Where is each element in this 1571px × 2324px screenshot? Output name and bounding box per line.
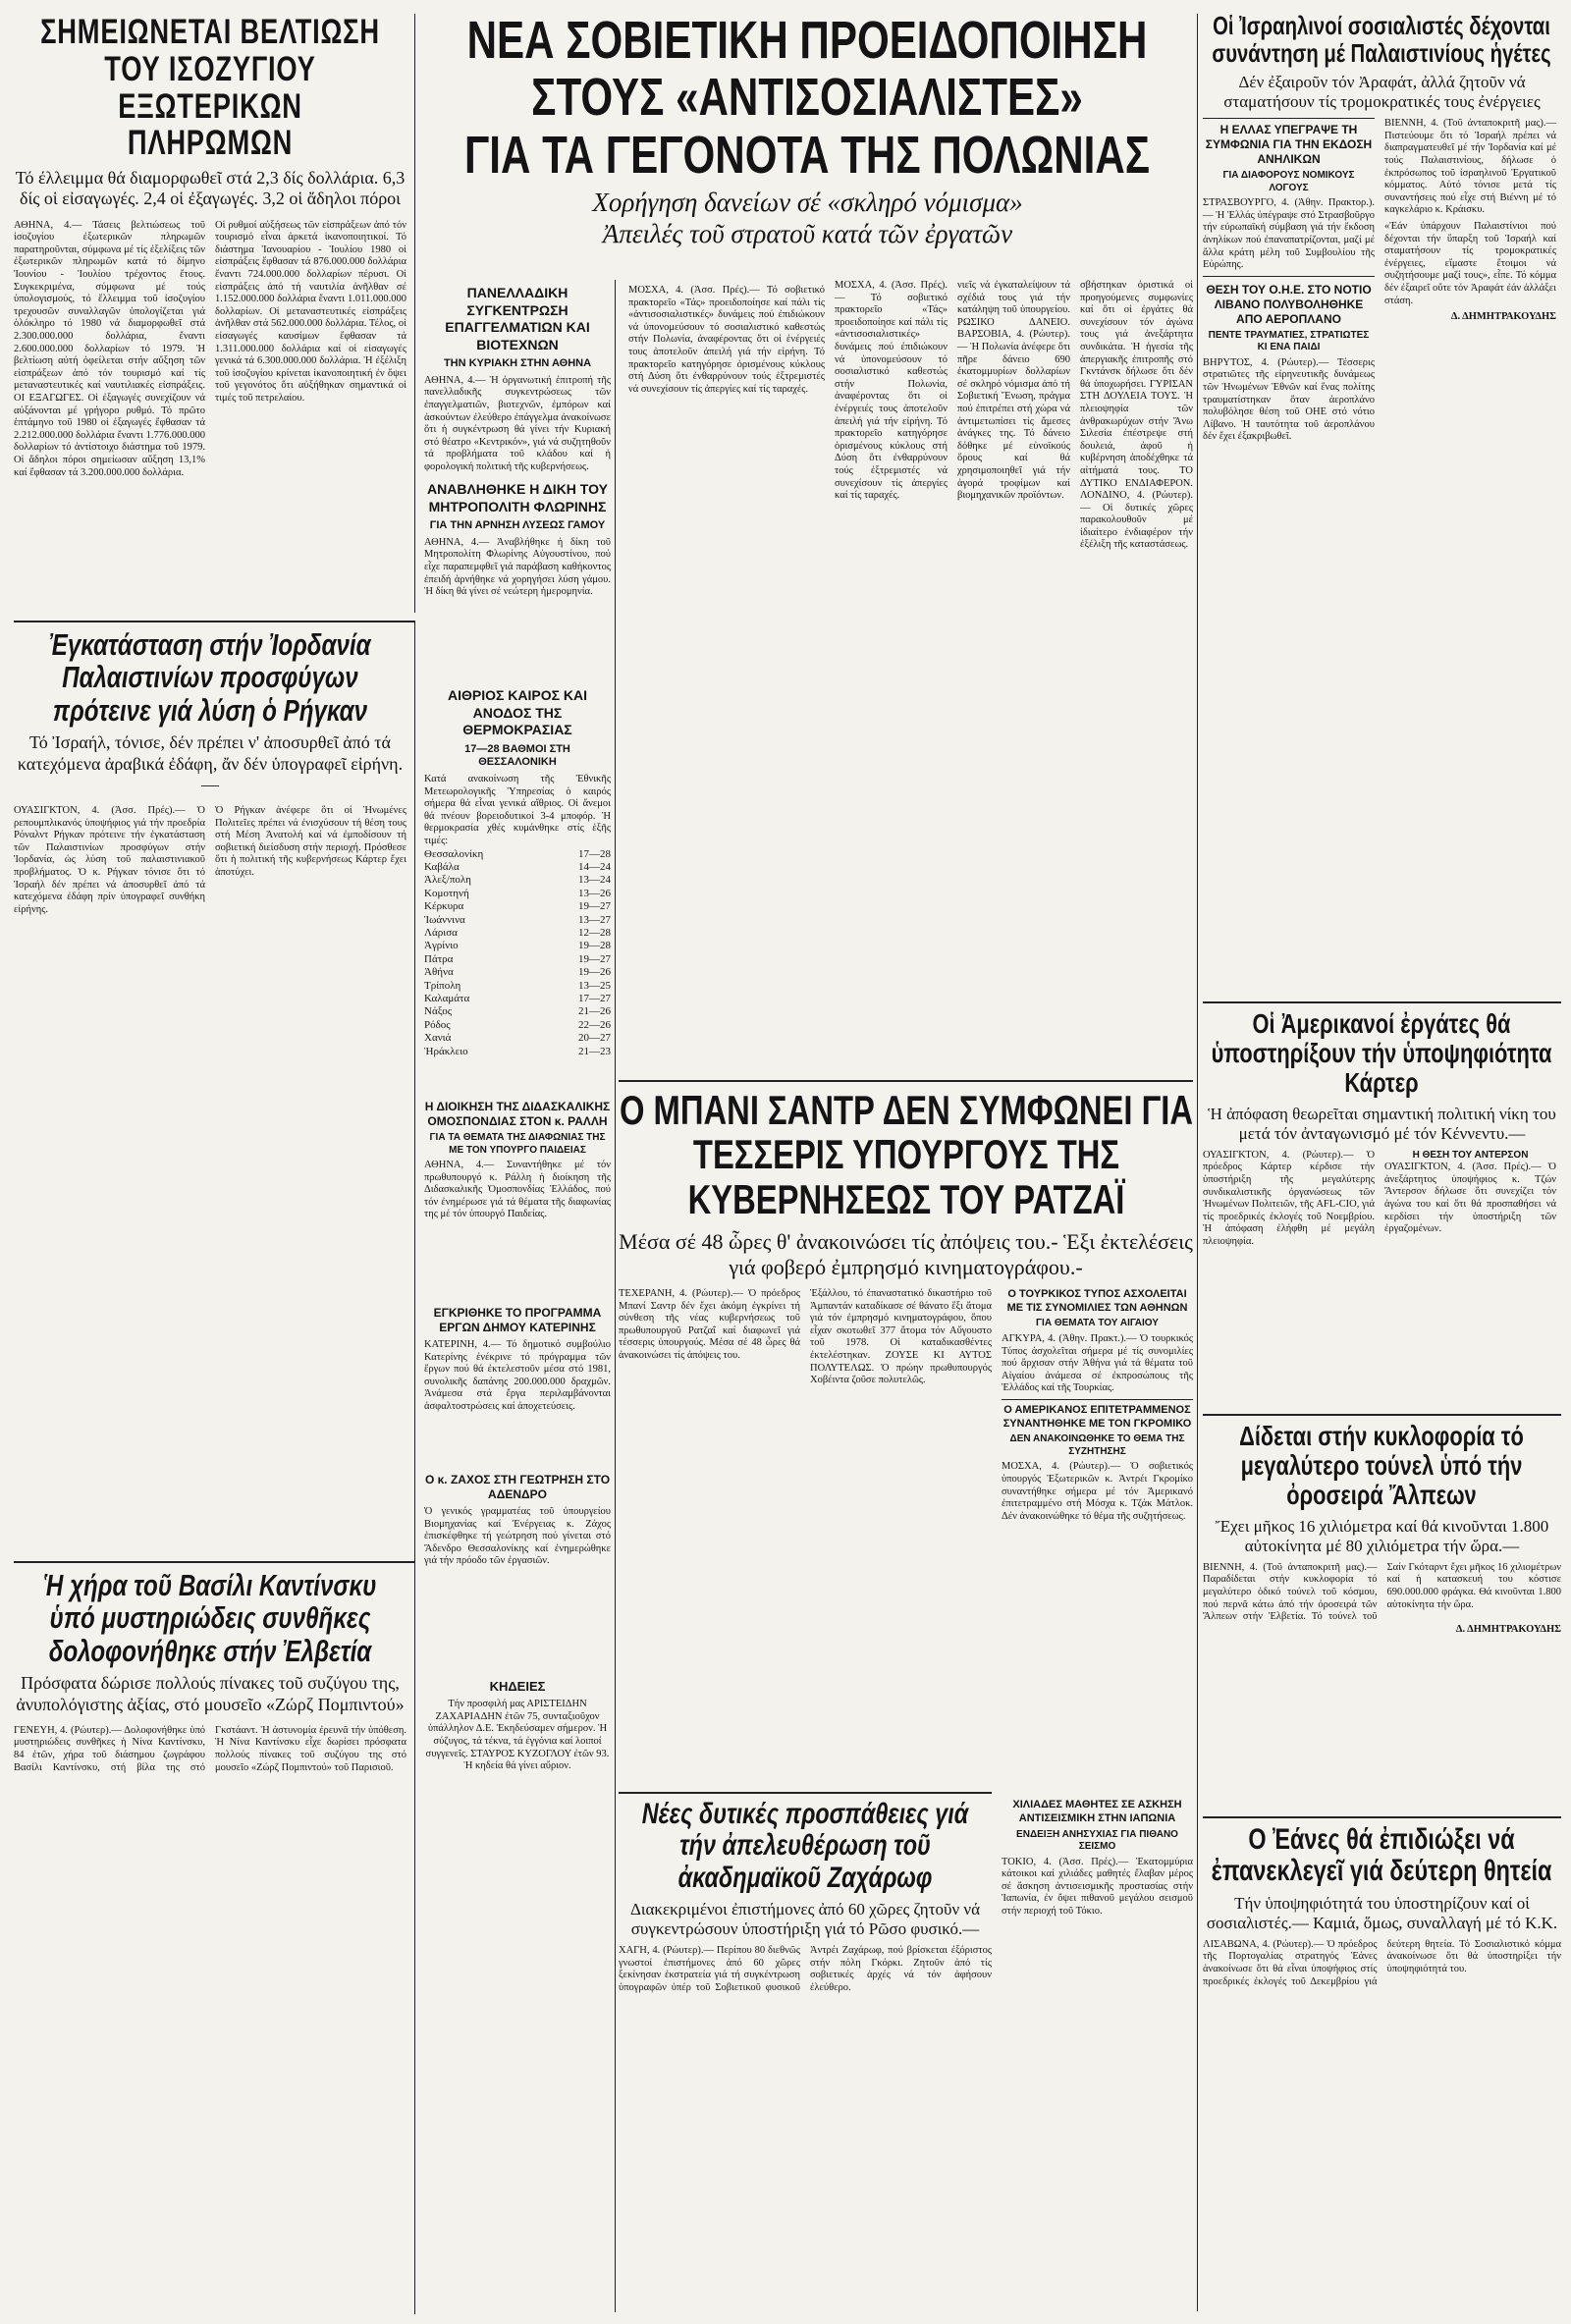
kandinsky-headline: Ἡ χήρα τοῦ Βασίλι Καντίνσκυ ὑπό μυστηριώδεις συνθῆκες δολοφονήθηκε στήν Ἐλβετία [43,1569,377,1668]
column-rule [414,621,415,2314]
section-rule [619,1080,1193,1082]
weather-title: ΑΙΘΡΙΟΣ ΚΑΙΡΟΣ ΚΑΙ ΑΝΟΔΟΣ ΤΗΣ ΘΕΡΜΟΚΡΑΣΙΑΣ [447,687,588,737]
box-katerini [424,1306,611,1463]
box-zachos-title: Ο κ. ΖΑΧΟΣ ΣΤΗ ΓΕΩΤΡΗΣΗ ΣΤΟ ΑΔΕΝΔΡΟ [424,1473,611,1501]
workers-sub: Η ΘΕΣΗ ΤΟΥ ΑΝΤΕΡΣΟΝ [1412,1149,1529,1161]
weather-city: Κέρκυρα [424,900,464,913]
weather-range: 22—26 [578,1018,611,1031]
weather-city: Κομοτηνή [424,887,469,899]
weather-range: 13—27 [578,913,611,926]
weather-city: Τρίπολη [424,979,461,992]
workers-body: ΟΥΑΣΙΓΚΤΟΝ, 4. (Ρώυτερ).— Ὁ πρόεδρος Κάρτερ κέρδισε τήν ὑποστήριξη τῆς μεγαλύτερης συνδικαλιστικῆς ὀργανώσεως τῶν Ἡνωμένων Πολιτειῶν, τῆς AFL-CIO, γιά τίς προεδρικές ἐκλογές τοῦ Νοεμβρίου. Ἡ ἀπόφαση ἐλήφθη μέ μεγάλη πλειοψηφία. [1203,1149,1375,1247]
weather-city: Ἀγρίνιο [424,940,459,952]
funeral-title: ΚΗΔΕΙΕΣ [489,1679,546,1694]
tunnel-article [1203,1422,1561,1814]
poland-headline-line-1: ΝΕΑ ΣΟΒΙΕΤΙΚΗ ΠΡΟΕΙΔΟΠΟΙΗΣΗ [466,12,1148,70]
tunnel-body: ΒΙΕΝΝΗ, 4. (Τοῦ ἀνταποκριτῆ μας).— Παραδίδεται στήν κυκλοφορία τό μεγαλύτερο ὁδικό τούνελ τοῦ κόσμου, πού περνᾶ κάτω ἀπό τήν ὀροσειρά τῶν Ἄλπεων στήν Ἐλβετία. Τό τούνελ τοῦ Σαίν Γκόταρντ ἔχει μῆκος 16 χιλιομέτρων καί ἡ κατασκευή του κόστισε 690.000.000 φράγκα. Θά κινοῦνται 1.800 αὐτοκίνητα τήν ὥρα. [1203,1561,1561,1623]
banisadr-headline: Ο ΜΠΑΝΙ ΣΑΝΤΡ ΔΕΝ ΣΥΜΦΩΝΕΙ ΓΙΑ ΤΕΣΣΕΡΙΣ ΥΠΟΥΡΓΟΥΣ ΤΗΣ ΚΥΒΕΡΝΗΣΕΩΣ ΤΟΥ ΡΑΤΖΑΪ [619,1088,1193,1222]
weather-city: Θεσσαλονίκη [424,847,484,860]
weather-city: Χανιά [424,1032,452,1045]
tunnel-deck: Ἔχει μῆκος 16 χιλιόμετρα καί θά κινοῦνται 1.800 αὐτοκίνητα μέ 80 χιλιόμετρα τήν ὥρα.— [1215,1516,1549,1555]
greece-box [1203,118,1375,277]
weather-sub: 17—28 ΒΑΘΜΟΙ ΣΤΗ ΘΕΣΣΑΛΟΝΙΚΗ [464,742,570,769]
section-rule [14,621,414,622]
kandinsky-deck: Πρόσφατα δώρισε πολλούς πίνακες τοῦ συζύγου της, ἀνυπολόγιστης ἀξίας, στό μουσεῖο «Ζώρζ Πομπιντού» [16,1673,405,1714]
weather-city: Ἡράκλειο [424,1045,468,1057]
box-meeting-sub: ΤΗΝ ΚΥΡΙΑΚΗ ΣΤΗΝ ΑΘΗΝΑ [443,357,592,369]
turkish-box [1002,1288,1193,1400]
weather-row [424,966,611,979]
weather-range: 19—26 [578,966,611,979]
weather-range: 14—24 [578,860,611,873]
weather-body: Κατά ανακοίνωση τῆς Ἐθνικῆς Μετεωρολογικῆς Ὑπηρεσίας ὁ καιρός σήμερα θά εἶναι γενικά αἴθριος. Οἱ ἄνεμοι θά πνέουν βορειοδυτικοί 3-4 μποφόρ. Ἡ θερμοκρασία χθές κυμάνθηκε στίς ἑξῆς τιμές: [424,774,611,846]
jordan-body-2: Ὁ Ρήγκαν ἀνέφερε ὅτι οἱ Ἡνωμένες Πολιτεῖες πρέπει νά ἐνισχύσουν τή θέση τους στή Μέση Ἀνατολή καί νά ἐμποδίσουν τή σοβιετική διείσδυση στήν περιοχή. Πρόσθεσε ὅτι ἡ πολιτική τῆς κυβερνήσεως Κάρτερ ἔχει ἀποτύχει. [215,805,406,879]
column-rule [414,14,415,613]
kandinsky-body: ΓΕΝΕΥΗ, 4. (Ρώυτερ).— Δολοφονήθηκε ὑπό μυστηριώδεις συνθῆκες ἡ Νίνα Καντίνσκυ, 84 ἐτῶν, χήρα τοῦ διάσημου ζωγράφου Βασίλι Καντίνσκυ, στή βίλα της στό Γκστάαντ. Ἡ ἀστυνομία ἐρευνᾶ τήν ὑπόθεση. Ἡ Νίνα Καντίνσκυ εἶχε δωρίσει πρόσφατα πολλούς πίνακες τοῦ συζύγου της στό μουσεῖο «Ζώρζ Πομπιντού» τοῦ Παρισιοῦ. [14,1724,406,1773]
weather-city: Καλαμάτα [424,993,470,1005]
turkish-box-body: ΑΓΚΥΡΑ, 4. (Ἀθην. Πρακτ.).— Ὁ τουρκικός Τύπος ἀσχολεῖται σήμερα μέ τίς συνομιλίες πού ἄρχισαν στήν Ἀθήνα γιά τά θέματα τοῦ Αἰγαίου ἀνάμεσα σέ ἐκπροσώπους τῆς Ἑλλάδος καί τῆς Τουρκίας. [1002,1332,1193,1394]
weather-city: Πάτρα [424,952,454,965]
weather-row [424,874,611,887]
balance-payments-body: ΑΘΗΝΑ, 4.— Τάσεις βελτιώσεως τοῦ ἰσοζυγίου ἐξωτερικῶν πληρωμῶν παρατηροῦνται, σύμφωνα μέ τίς ἐξελίξεις τῶν ἐξωτερικῶν πληρωμῶν κατά τό δίμηνο Ἰουνίου - Ἰουλίου τρέχοντος ἔτους. Συγκεκριμένα, σύμφωνα μέ τούς ὑπολογισμούς, τό ἔλλειμμα τοῦ ἰσοζυγίου τρεχουσῶν συναλλαγῶν ὑπολογίζεται γιά ὁλόκληρο τό 1980 νά διαμορφωθεῖ στά 2.300.000.000 δολλάρια, ἔναντι 2.600.000.000 δολλαρίων τό 1979. Ἡ βελτίωση αὐτή ὀφείλεται στήν αὔξηση τῶν εἰσπράξεων ἀπό τόν τουρισμό καί τίς μεταναστευτικές καί ναυτιλιακές εἰσπράξεις. ΟΙ ΕΞΑΓΩΓΕΣ. Οἱ ἐξαγωγές συνεχίζουν νά αὐξάνονται μέ γρήγορο ρυθμό. Τό πρῶτο ἑπτάμηνο τοῦ 1980 οἱ ἐξαγωγές ἔφθασαν τά 2.212.000.000 δολλάρια ἔναντι 1.776.000.000 δολλαρίων τό ἀντίστοιχο διάστημα τοῦ 1979. Οἱ ἄδηλοι πόροι σημείωσαν αὔξηση 13,1% καί ἔφθασαν τά 3.200.000.000 δολλάρια. [14,219,205,478]
poland-deck-1: Χορήγηση δανείων σέ «σκληρό νόμισμα» [592,187,1023,217]
eanes-body: ΛΙΣΑΒΩΝΑ, 4. (Ρώυτερ).— Ὁ πρόεδρος τῆς Πορτογαλίας στρατηγός Ἐάνες ἀνακοίνωσε ὅτι θά εἶναι ὑποψήφιος στίς προεδρικές ἐκλογές τοῦ Δεκεμβρίου γιά δεύτερη θητεία. Τό Σοσιαλιστικό κόμμα ἀνακοίνωσε ὅτι θά ὑποστηρίξει τήν ὑποψηφιότητά του. [1203,1938,1561,1987]
column-rule [1197,14,1198,2311]
poland-body-col-left [628,285,825,609]
section-rule [1203,1816,1561,1818]
workers-headline: Οἱ Ἀμερικανοί ἐργάτες θά ὑποστηρίξουν τήν ὑποψηφιότητα Κάρτερ [1211,1009,1552,1099]
greece-box-sub: ΓΙΑ ΔΙΑΦΟΡΟΥΣ ΝΟΜΙΚΟΥΣ ΛΟΓΟΥΣ [1222,170,1355,193]
israel-article [1203,12,1561,999]
sakharov-article [619,1799,992,2314]
japan-box-sub: ΕΝΔΕΙΞΗ ΑΝΗΣΥΧΙΑΣ ΓΙΑ ΠΙΘΑΝΟ ΣΕΙΣΜΟ [1016,1828,1178,1852]
workers-deck: Ἡ ἀπόφαση θεωρεῖται σημαντική πολιτική νίκη του μετά τόν ἀνταγωνισμό μέ τόν Κέννεντυ.— [1208,1104,1556,1143]
weather-row [424,1032,611,1045]
eanes-headline: Ο Ἐάνες θά ἐπιδιώξει νά ἐπανεκλεγεῖ γιά δεύτερη θητεία [1211,1824,1552,1888]
oae-box-sub: ΠΕΝΤΕ ΤΡΑΥΜΑΤΙΕΣ, ΣΤΡΑΤΙΩΤΕΣ ΚΙ ΕΝΑ ΠΑΙΔΙ [1208,329,1370,353]
box-katerini-body: ΚΑΤΕΡΙΝΗ, 4.— Τό δημοτικό συμβούλιο Κατερίνης ἐνέκρινε τό πρόγραμμα τῶν ἔργων πού θά ἐκτελεστοῦν μέσα στό 1981, συνολικῆς δαπάνης 200.000.000 δραχμῶν. Ἀνάμεσα στά ἔργα περιλαμβάνονται ἀσφαλτοστρώσεις καί ἀποχετεύσεις. [424,1339,611,1412]
weather-city: Ρόδος [424,1018,451,1031]
jordan-article [14,628,406,1556]
banisadr-body: ΤΕΧΕΡΑΝΗ, 4. (Ρώυτερ).— Ὁ πρόεδρος Μπανί Σαντρ δέν ἔχει ἀκόμη ἐγκρίνει τή σύνθεση τῆς νέας κυβερνήσεως τοῦ πρωθυπουργοῦ Ρατζαΐ καί διαφωνεῖ γιά τέσσερις ὑπουργούς. Μέσα σέ 48 ὧρες θά ἀνακοινώσει τίς ἀπόψεις του. [619,1287,800,1361]
jordan-body: ΟΥΑΣΙΓΚΤΟΝ, 4. (Ἀσσ. Πρές).— Ὁ ρεπουμπλικανός ὑποψήφιος γιά τήν προεδρία Ρόναλντ Ρήγκαν πρότεινε τήν ἐγκατάσταση τῶν Παλαιστινίων προσφύγων στήν Ἰορδανία, ὡς λύση τοῦ παλαιστινιακοῦ προβλήματος. Ὁ κ. Ρήγκαν τόνισε ὅτι τό Ἰσραήλ δέν πρέπει νά ἀποσυρθεῖ ἀπό τά κατεχόμενα ἐδάφη πρίν ὑπογραφεῖ συνθήκη εἰρήνης. [14,805,205,915]
oae-box [1203,277,1375,450]
weather-range: 20—27 [578,1032,611,1045]
box-rallis [424,1100,611,1296]
weather-range: 21—23 [578,1045,611,1057]
box-meeting-body: ΑΘΗΝΑ, 4.— Ἡ ὀργανωτική ἐπιτροπή τῆς πανελλαδικῆς συγκεντρώσεως τῶν ἐπαγγελματιῶν, βιοτεχνῶν, ἐμπόρων καί ἀσκούντων ἐλεύθερο ἐπάγγελμα ἀνακοίνωσε ὅτι ἡ συγκέντρωση θά γίνει τήν Κυριακή στό θέατρο «Κεντρικόν», γιά νά συζητηθοῦν τά προβλήματα τοῦ κλάδου καί ἡ φορολογική πολιτική τῆς κυβερνήσεως. [424,374,611,471]
oae-box-title: ΘΕΣΗ ΤΟΥ Ο.Η.Ε. ΣΤΟ ΝΟΤΙΟ ΛΙΒΑΝΟ ΠΟΛΥΒΟΛΗΘΗΚΕ ΑΠΟ ΑΕΡΟΠΛΑΝΟ [1206,282,1372,326]
weather-range: 12—28 [578,927,611,939]
weather-row [424,1005,611,1018]
weather-range: 19—27 [578,952,611,965]
weather-city: Ἰωάννινα [424,913,465,926]
weather-row [424,980,611,993]
box-zachos [424,1473,611,1669]
weather-row [424,914,611,927]
balance-payments-body-2: Οἱ ρυθμοί αὐξήσεως τῶν εἰσπράξεων ἀπό τόν τουρισμό εἶναι ἀρκετά ἱκανοποιητικοί. Τό διάστημα Ἰανουαρίου - Ἰουλίου 1980 οἱ εἰσπράξεις ἔφθασαν τά 876.000.000 δολλάρια ἔναντι 724.000.000 δολλαρίων πέρυσι. Οἱ εἰσπράξεις ἀπό τή ναυτιλία ἀνῆλθαν σέ 1.152.000.000 δολλάρια ἔναντι 1.011.000.000 δολλαρίων. Οἱ μεταναστευτικές εἰσπράξεις ἀνῆλθαν στά 562.000.000 δολλάρια. Τέλος, οἱ εἰσαγωγές καυσίμων ἔφθασαν τά 1.311.000.000 δολλάρια καί οἱ εἰσαγωγές γενικά τά 6.300.000.000 δολλάρια. Ἡ ἐξέλιξη τοῦ ἰσοζυγίου κρίνεται ἱκανοποιητική ἐν ὄψει τοῦ γεγονότος ὅτι αὐξήθηκαν σημαντικά οἱ τιμές τοῦ πετρελαίου. [215,219,406,404]
box-zachos-body: Ὁ γενικός γραμματέας τοῦ ὑπουργείου Βιομηχανίας καί Ἐνέργειας κ. Ζάχος ἐπισκέφθηκε τή γεώτρηση πού γίνεται στό Ἄδενδρο Θεσσαλονίκης καί ἐνημερώθηκε γιά τήν πρόοδο τῶν ἐργασιῶν. [424,1506,611,1567]
eanes-deck: Τήν ὑποψηφιότητά του ὑποστηρίζουν καί οἱ σοσιαλιστές.— Καμιά, ὅμως, συναλλαγή μέ τό Κ.Κ. [1206,1893,1558,1932]
weather-city: Λάρισα [424,927,458,939]
box-trial-body: ΑΘΗΝΑ, 4.— Ἀναβλήθηκε ἡ δίκη τοῦ Μητροπολίτη Φλωρίνης Αὐγουστίνου, πού εἶχε παραπεμφθεῖ γιά παράβαση καθήκοντος ἐπειδή ἀρνήθηκε νά χορηγήσει λύση γάμου. Ἡ δίκη θά γίνει σέ νεώτερη ἡμερομηνία. [424,536,611,598]
weather-range: 17—28 [578,847,611,860]
greece-box-title: Η ΕΛΛΑΣ ΥΠΕΓΡΑΨΕ ΤΗ ΣΥΜΦΩΝΙΑ ΓΙΑ ΤΗΝ ΕΚΔΟΣΗ ΑΝΗΛΙΚΩΝ [1205,123,1373,167]
weather-range: 21—26 [578,1005,611,1018]
funeral-body: Τήν προσφιλή μας ΑΡΙΣΤΕΙΔΗΝ ΖΑΧΑΡΙΑΔΗΝ ἐτῶν 75, συνταξιοῦχον ὑπάλληλον Δ.Ε. Ἐκηδεύσαμεν σήμερον. Ἡ σύζυγος, τά τέκνα, τά ἐγγόνια καί λοιποί συγγενεῖς. ΣΤΑΥΡΟΣ ΚΥΖΟΓΛΟΥ ἐτῶν 93. Ἡ κηδεία θά γίνει αὔριον. [425,1699,610,1772]
box-rallis-body: ΑΘΗΝΑ, 4.— Συναντήθηκε μέ τόν πρωθυπουργό κ. Ράλλη ἡ διοίκηση τῆς Διδασκαλικῆς Ὁμοσπονδίας Ἑλλάδος, πού τόν ἐνημέρωσε γιά τά θέματα τῆς διαφωνίας της μέ τόν ὑπουργό Παιδείας. [424,1160,611,1220]
box-meeting-title: ΠΑΝΕΛΛΑΔΙΚΗ ΣΥΓΚΕΝΤΡΩΣΗ ΕΠΑΓΓΕΛΜΑΤΙΩΝ ΚΑΙ ΒΙΟΤΕΧΝΩΝ [445,285,590,352]
workers-article [1203,1009,1561,1412]
weather-row [424,940,611,952]
weather-city: Νάξος [424,1005,453,1018]
weather-row [424,927,611,940]
balance-payments-deck: Τό έλλειμμα θά διαμορφωθεῖ στά 2,3 δίς δολλάρια. 6,3 δίς οἱ εἰσαγωγές. 2,4 οἱ ἐξαγωγές. 3,2 οἱ ἄδηλοι πόροι [15,168,406,209]
japan-box-title: ΧΙΛΙΑΔΕΣ ΜΑΘΗΤΕΣ ΣΕ ΑΣΚΗΣΗ ΑΝΤΙΣΕΙΣΜΙΚΗ ΣΤΗΝ ΙΑΠΩΝΙΑ [1012,1799,1182,1824]
tunnel-signature: Δ. ΔΗΜΗΤΡΑΚΟΥΔΗΣ [1455,1623,1561,1635]
poland-headline-line-3: ΓΙΑ ΤΑ ΓΕΓΟΝΟΤΑ ΤΗΣ ΠΟΛΩΝΙΑΣ [463,125,1151,185]
section-rule [1203,1001,1561,1003]
balance-payments-article [14,14,406,613]
section-rule [619,1792,992,1794]
box-rallis-sub: ΓΙΑ ΤΑ ΘΕΜΑΤΑ ΤΗΣ ΔΙΑΦΩΝΙΑΣ ΤΗΣ ΜΕ ΤΟΝ ΥΠΟΥΡΓΟ ΠΑΙΔΕΙΑΣ [429,1132,606,1156]
section-rule [14,1561,414,1563]
gromyko-box [1002,1400,1193,1523]
eanes-article [1203,1824,1561,2315]
poland-deck-2: Ἀπειλές τοῦ στρατοῦ κατά τῶν ἐργατῶν [602,218,1013,248]
box-rallis-title: Η ΔΙΟΙΚΗΣΗ ΤΗΣ ΔΙΔΑΣΚΑΛΙΚΗΣ ΟΜΟΣΠΟΝΔΙΑΣ ΣΤΟΝ κ. ΡΑΛΛΗ [424,1100,611,1128]
sakharov-deck: Διακεκριμένοι ἐπιστήμονες ἀπό 60 χῶρες ζητοῦν νά συγκεντρώσουν ὑποστήριξη γιά τό Ρῶσο φυσικό.— [630,1900,980,1939]
sakharov-headline: Νέες δυτικές προσπάθειες γιά τήν ἀπελευθέρωση τοῦ ἀκαδημαϊκοῦ Ζαχάρωφ [641,1799,969,1894]
gromyko-box-title: Ο ΑΜΕΡΙΚΑΝΟΣ ΕΠΙΤΕΤΡΑΜΜΕΝΟΣ ΣΥΝΑΝΤΗΘΗΚΕ ΜΕ ΤΟΝ ΓΚΡΟΜΙΚΟ [1002,1403,1192,1430]
poland-headline-line-2: ΣΤΟΥΣ «ΑΝΤΙΣΟΣΙΑΛΙΣΤΕΣ» [531,68,1083,128]
jordan-headline: Ἐγκατάσταση στήν Ἰορδανία Παλαιστινίων προσφύγων πρότεινε γιά λύση ὁ Ρήγκαν [49,628,371,728]
workers-body-2: ΟΥΑΣΙΓΚΤΟΝ, 4. (Ἀσσ. Πρές).— Ὁ ἀνεξάρτητος ὑποψήφιος κ. Τζών Ἄντερσον δήλωσε ὅτι συνεχίζει τόν ἀγώνα του καί ὅτι θά προσπαθήσει νά κερδίσει τήν ὑποστήριξη τῶν ἐργαζομένων. [1384,1162,1556,1235]
weather-range: 13—25 [578,979,611,992]
weather-range: 19—28 [578,940,611,952]
poland-body-columns [835,280,1193,1075]
poland-main-article [422,12,1193,277]
weather-row [424,900,611,913]
weather-range: 17—27 [578,993,611,1005]
weather-row [424,953,611,966]
box-meeting [424,285,611,471]
weather-box [424,687,611,1090]
weather-row [424,1019,611,1032]
box-trial-title: ΑΝΑΒΛΗΘΗΚΕ Η ΔΙΚΗ ΤΟΥ ΜΗΤΡΟΠΟΛΙΤΗ ΦΛΩΡΙΝΗΣ [427,481,608,514]
box-trial-sub: ΓΙΑ ΤΗΝ ΑΡΝΗΣΗ ΛΥΣΕΩΣ ΓΑΜΟΥ [429,519,606,531]
weather-row [424,861,611,874]
column-rule [615,280,616,2312]
weather-row [424,888,611,900]
israel-headline: Οἱ Ἰσραηλινοί σοσιαλιστές δέχονται συνάντηση μέ Παλαιστινίους ἡγέτες [1212,12,1551,69]
weather-city: Ἀλεξ/πολη [424,874,471,887]
israel-body: ΒΙΕΝΝΗ, 4. (Τοῦ ἀνταποκριτῆ μας).— Πιστεύουμε ὅτι τό Ἰσραήλ πρέπει νά διαπραγματευθεῖ μέ τήν Ἰορδανία καί μέ τούς Παλαιστινίους, δήλωσε ὁ ἐκπρόσωπος τοῦ ἰσραηλινοῦ Ἐργατικοῦ κόμματος. Αὐτό τόνισε μετά τίς συναντήσεις πού εἶχε στή Βιέννη μέ τό καγκελάριο κ. Κράισκυ. [1384,118,1556,216]
weather-table [424,848,611,1059]
funeral-box [424,1679,611,1964]
weather-city: Καβάλα [424,860,460,873]
banisadr-article [619,1088,1193,1785]
weather-row [424,1046,611,1058]
poland-body-2: νιεῖς νά ἐγκαταλείψουν τά σχέδιά τους γιά τήν κατάληψη τοῦ ὑπουργείου. ΡΩΣΙΚΟ ΔΑΝΕΙΟ. ΒΑΡΣΟΒΙΑ, 4. (Ρώυτερ).— Ἡ Πολωνία ἀνέφερε ὅτι πῆρε δάνειο 690 ἑκατομμυρίων δολλαρίων σέ σκληρό νόμισμα ἀπό τή Σοβιετική Ἕνωση, πράγμα πού ἐπιτρέπει στή χώρα νά ἀντιμετωπίσει τίς ἄμεσες ἀνάγκες της. Τό δάνειο δόθηκε μέ εὐνοϊκούς ὅρους καί θά χρησιμοποιηθεῖ γιά τήν ἀγορά τροφίμων καί βιομηχανικῶν προϊόντων. [957,280,1071,502]
oae-box-body: ΒΗΡΥΤΟΣ, 4. (Ρώυτερ).— Τέσσερις στρατιῶτες τῆς εἰρηνευτικῆς δυνάμεως τῶν Ἡνωμένων Ἐθνῶν καί ἕνας πολίτης τραυματίστηκαν ὅταν ἀεροπλάνο πολυβόλησε θέση τοῦ ΟΗΕ στό νότιο Λίβανο. Ἡ ταυτότητα τοῦ ἀεροπλάνου δέν ἔχει ἐξακριβωθεῖ. [1203,356,1375,443]
japan-box-body: ΤΟΚΙΟ, 4. (Ἀσσ. Πρές).— Ἑκατομμύρια κάτοικοι καί χιλιάδες μαθητές ἔλαβαν μέρος σέ ἄσκηση ἀντισεισμικῆς προστασίας στήν Ἰαπωνία, ἐν ὄψει πιθανοῦ μεγάλου σεισμοῦ στήν περιοχή τοῦ Τόκιο. [1002,1856,1193,1917]
poland-body-3: σβήστηκαν ὁριστικά οἱ προηγούμενες συμφωνίες καί ὅτι οἱ ἐργάτες θά συνεχίσουν τόν ἀγώνα τους γιά ἀνεξάρτητα συνδικάτα. Ἡ ἡγεσία τῆς ἀπεργιακῆς ἐπιτροπῆς στό Γκντάνσκ δήλωσε ὅτι δέν θά ὑποχωρήσει. ΓΥΡΙΣΑΝ ΣΤΗ ΔΟΥΛΕΙΑ ΤΟΥΣ. Ἡ πλειοψηφία τῶν ἀνθρακωρύχων στήν Ἄνω Σιλεσία ἐπέστρεψε στή δουλειά, ἀφοῦ ἡ κυβέρνηση ἀποδέχθηκε τά αἰτήματά τους. ΤΟ ΔΥΤΙΚΟ ΕΝΔΙΑΦΕΡΟΝ. ΛΟΝΔΙΝΟ, 4. (Ρώυτερ).— Οἱ δυτικές χῶρες παρακολουθοῦν μέ ἰδιαίτερο ἐνδιαφέρον τήν ἐξέλιξη τῆς καταστάσεως. [1080,280,1193,551]
poland-body-left: ΜΟΣΧΑ, 4. (Ἀσσ. Πρές).— Τό σοβιετικό πρακτορεῖο «Τάς» προειδοποίησε καί πάλι τίς «ἀντισοσιαλιστικές» δυνάμεις πού ἐπιδιώκουν νά ὑπονομεύσουν τό σοσιαλιστικό καθεστώς στήν Πολωνία, ἀναφέροντας ὅτι οἱ ἐνέργειές τους ἀποτελοῦν ἀπειλή γιά τήν εἰρήνη. Τό πρακτορεῖο κατηγόρησε ὁρισμένους κύκλους στή Δύση ὅτι ἐνθαρρύνουν τούς ἐξτρεμιστές νά συνεχίσουν τίς ἀπεργίες καί τίς ταραχές. [628,285,825,395]
greece-box-body: ΣΤΡΑΣΒΟΥΡΓΟ, 4. (Ἀθην. Πρακτορ.).— Ἡ Ἑλλάς ὑπέγραψε στό Στρασβοῦργο τήν εὐρωπαϊκή σύμβαση γιά τήν ἔκδοση ἀνηλίκων πού ἐπαναπατρίζονται, μαζί μέ ἄλλα κράτη μέλη τοῦ Συμβουλίου τῆς Εὐρώπης. [1203,197,1375,271]
turkish-box-sub: ΓΙΑ ΘΕΜΑΤΑ ΤΟΥ ΑΙΓΑΙΟΥ [1036,1318,1159,1329]
jordan-deck: Τό Ἰσραήλ, τόνισε, δέν πρέπει ν' ἀποσυρθεῖ ἀπό τά κατεχόμενα ἀραβικά ἐδάφη, ἄν δέν ὑπογραφεῖ εἰρήνη.— [17,732,404,794]
israel-deck: Δέν ἐξαιροῦν τόν Ἀραφάτ, ἀλλά ζητοῦν νά σταματήσουν τίς τρομοκρατικές τους ἐνέργειες [1223,73,1541,112]
weather-range: 13—26 [578,887,611,899]
box-trial [424,481,611,677]
balance-payments-headline: ΣΗΜΕΙΩΝΕΤΑΙ ΒΕΛΤΙΩΣΗ ΤΟΥ ΙΣΟΖΥΓΙΟΥ ΕΞΩΤΕΡΙΚΩΝ ΠΛΗΡΩΜΩΝ [40,14,380,163]
weather-range: 19—27 [578,900,611,913]
weather-row [424,993,611,1005]
section-rule [1203,1414,1561,1416]
tunnel-headline: Δίδεται στήν κυκλοφορία τό μεγαλύτερο τούνελ ὑπό τήν ὀροσειρά Ἄλπεων [1239,1422,1524,1511]
poland-body-1: ΜΟΣΧΑ, 4. (Ἀσσ. Πρές).— Τό σοβιετικό πρακτορεῖο «Τάς» προειδοποίησε καί πάλι τίς «ἀντισοσιαλιστικές» δυνάμεις πού ἐπιδιώκουν νά ὑπονομεύσουν τό σοσιαλιστικό καθεστώς στήν Πολωνία, ἀναφέροντας ὅτι οἱ ἐνέργειές τους ἀποτελοῦν ἀπειλή γιά τήν εἰρήνη. Τό πρακτορεῖο κατηγόρησε ὁρισμένους κύκλους στή Δύση ὅτι ἐνθαρρύνουν τούς ἐξτρεμιστές νά συνεχίσουν τίς ἀπεργίες καί τίς ταραχές. [835,280,948,502]
turkish-box-title: Ο ΤΟΥΡΚΙΚΟΣ ΤΥΠΟΣ ΑΣΧΟΛΕΙΤΑΙ ΜΕ ΤΙΣ ΣΥΝΟΜΙΛΙΕΣ ΤΩΝ ΑΘΗΝΩΝ [1006,1287,1188,1314]
israel-signature: Δ. ΔΗΜΗΤΡΑΚΟΥΔΗΣ [1450,311,1556,323]
israel-body-2: «Ἐάν ὑπάρχουν Παλαιστίνιοι πού δέχονται τήν ὕπαρξη τοῦ Ἰσραήλ καί σταματήσουν τίς τρομοκρατικές ἐνέργειες, εἴμαστε ἕτοιμοι νά συζητήσουμε μαζί τους», εἶπε. Τό κόμμα δέν ἐξαιρεῖ οὔτε τόν Ἀραφάτ ἐάν ἀλλάξει στάση. [1384,221,1556,306]
kandinsky-article [14,1569,406,2315]
weather-range: 13—24 [578,874,611,887]
gromyko-box-body: ΜΟΣΧΑ, 4. (Ρώυτερ).— Ὁ σοβιετικός ὑπουργός Ἐξωτερικῶν κ. Ἀντρέι Γκρομίκο συναντήθηκε σήμερα μέ τόν Ἀμερικανό ἐπιτετραμμένο στή Μόσχα κ. Τζάκ Μάτλοκ. Δέν ἀνακοινώθηκε τό θέμα τῆς συζητήσεως. [1002,1461,1193,1522]
box-katerini-title: ΕΓΚΡΙΘΗΚΕ ΤΟ ΠΡΟΓΡΑΜΜΑ ΕΡΓΩΝ ΔΗΜΟΥ ΚΑΤΕΡΙΝΗΣ [433,1306,602,1334]
weather-city: Ἀθήνα [424,966,454,979]
banisadr-deck: Μέσα σέ 48 ὧρες θ' ἀνακοινώσει τίς ἀπόψεις του.- Ἑξι ἐκτελέσεις γιά φοβερό ἐμπρησμό κινηματογράφου.- [619,1229,1193,1280]
gromyko-box-sub: ΔΕΝ ΑΝΑΚΟΙΝΩΘΗΚΕ ΤΟ ΘΕΜΑ ΤΗΣ ΣΥΖΗΤΗΣΗΣ [1009,1433,1185,1457]
weather-row [424,848,611,861]
banisadr-body-2: Ἐξάλλου, τό ἐπαναστατικό δικαστήριο τοῦ Ἀμπαντάν καταδίκασε σέ θάνατο ἕξι ἄτομα γιά τόν ἐμπρησμό κινηματογράφου, ὅπου εἶχαν σκοτωθεῖ 377 ἄτομα τόν Αὔγουστο τοῦ 1978. Οἱ καταδικασθέντες ἐκτελέστηκαν. ΖΟΥΣΕ ΚΙ ΑΥΤΟΣ ΠΟΛΥΤΕΛΩΣ. Ὁ πρώην πρωθυπουργός Χοβέιντα ζοῦσε πολυτελῶς. [810,1287,992,1386]
sakharov-body: ΧΑΓΗ, 4. (Ρώυτερ).— Περίπου 80 διεθνῶς γνωστοί ἐπιστήμονες ἀπό 60 χῶρες ξεκίνησαν ἐκστρατεία γιά τή συγκέντρωση ὑπογραφῶν ὑπέρ τοῦ Σοβιετικοῦ φυσικοῦ Ἀντρέι Ζαχάρωφ, πού βρίσκεται ἐξόριστος στήν πόλη Γκόρκι. Ζητοῦν ἀπό τίς σοβιετικές ἀρχές νά τόν ἀφήσουν ἐλεύθερο. [619,1945,992,1994]
japan-box [1002,1799,1193,2314]
